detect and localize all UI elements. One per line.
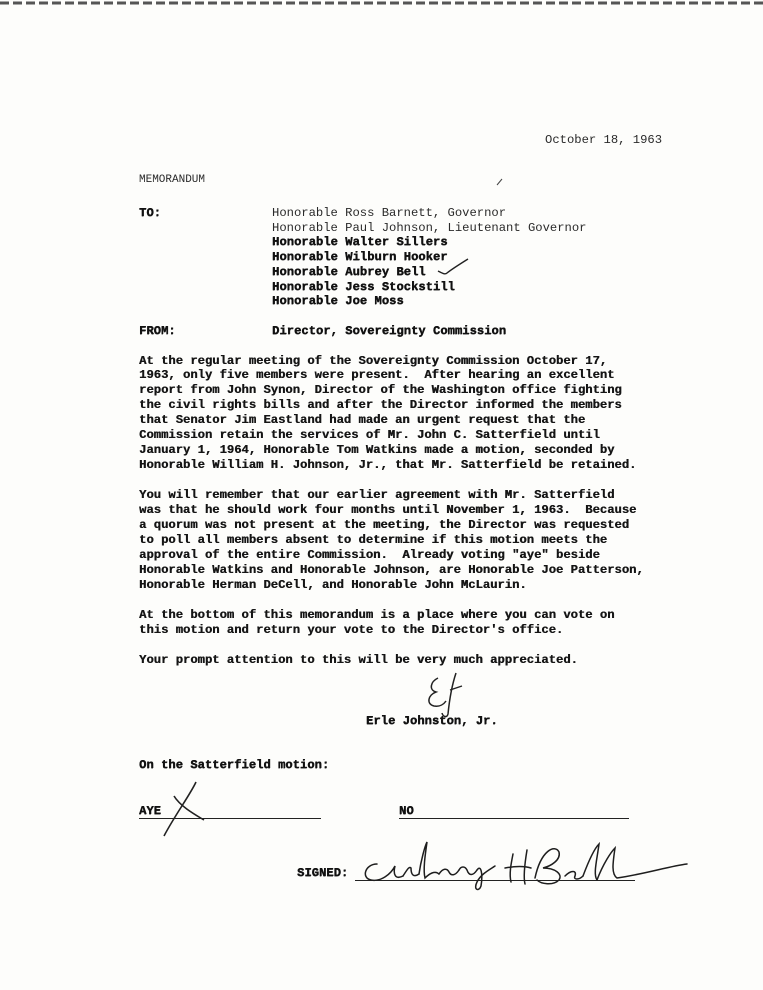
paragraph-line: At the regular meeting of the Sovereignty Commission October 17,: [139, 354, 608, 368]
recipient-item: Honorable Aubrey Bell: [272, 265, 426, 279]
paragraph-line: Honorable Watkins and Honorable Johnson, are Honorable Joe Patterson,: [139, 563, 644, 577]
vote-prompt: On the Satterfield motion:: [139, 758, 330, 772]
paragraph-line: 1963, only five members were present. After hearing an excellent: [139, 368, 615, 382]
recipient-item: Honorable Walter Sillers: [272, 235, 448, 249]
perforated-top-edge: [0, 0, 763, 9]
paragraph-line: Honorable Herman DeCell, and Honorable John McLaurin.: [139, 578, 527, 592]
handwritten-initials: [420, 670, 480, 720]
from-value: Director, Sovereignty Commission: [272, 324, 507, 338]
aye-label: AYE: [139, 804, 161, 818]
signer-name: Erle Johnston, Jr.: [366, 714, 498, 728]
memo-date: October 18, 1963: [545, 133, 663, 147]
paragraph-line: January 1, 1964, Honorable Tom Watkins made a motion, seconded by: [139, 443, 615, 457]
paragraph-line: the civil rights bills and after the Director informed the members: [139, 398, 622, 412]
paragraph-line: approval of the entire Commission. Already voting "aye" beside: [139, 548, 600, 562]
paragraph-line: Commission retain the services of Mr. John C. Satterfield until: [139, 428, 600, 442]
no-label: NO: [399, 804, 414, 818]
aye-x-mark: [160, 780, 220, 840]
paragraph-line: Your prompt attention to this will be very much appreciated.: [139, 653, 578, 667]
stray-mark: [495, 177, 505, 187]
paragraph-line: was that he should work four months until November 1, 1963. Because: [139, 503, 637, 517]
paragraph-line: report from John Synon, Director of the Washington office fighting: [139, 383, 622, 397]
paragraph-line: Honorable William H. Johnson, Jr., that Mr. Satterfield be retained.: [139, 458, 637, 472]
recipient-item: Honorable Joe Moss: [272, 294, 404, 308]
recipient-item: Honorable Paul Johnson, Lieutenant Governor: [272, 221, 587, 235]
signed-label: SIGNED:: [297, 866, 349, 880]
recipient-item: Honorable Jess Stockstill: [272, 280, 455, 294]
paragraph-line: You will remember that our earlier agreement with Mr. Satterfield: [139, 488, 615, 502]
to-label: TO:: [139, 206, 161, 220]
paragraph-line: At the bottom of this memorandum is a place where you can vote on: [139, 608, 615, 622]
paragraph-line: this motion and return your vote to the Director's office.: [139, 623, 564, 637]
handwritten-signature: [355, 830, 695, 900]
no-line: [399, 818, 629, 819]
from-label: FROM:: [139, 324, 176, 338]
paragraph-line: to poll all members absent to determine if this motion meets the: [139, 533, 608, 547]
recipient-item: Honorable Ross Barnett, Governor: [272, 206, 507, 220]
paragraph-line: a quorum was not present at the meeting, the Director was requested: [139, 518, 630, 532]
memo-heading: MEMORANDUM: [139, 174, 206, 186]
recipient-item: Honorable Wilburn Hooker: [272, 250, 448, 264]
check-mark-icon: [420, 255, 480, 285]
paragraph-line: that Senator Jim Eastland had made an urgent request that the: [139, 413, 586, 427]
